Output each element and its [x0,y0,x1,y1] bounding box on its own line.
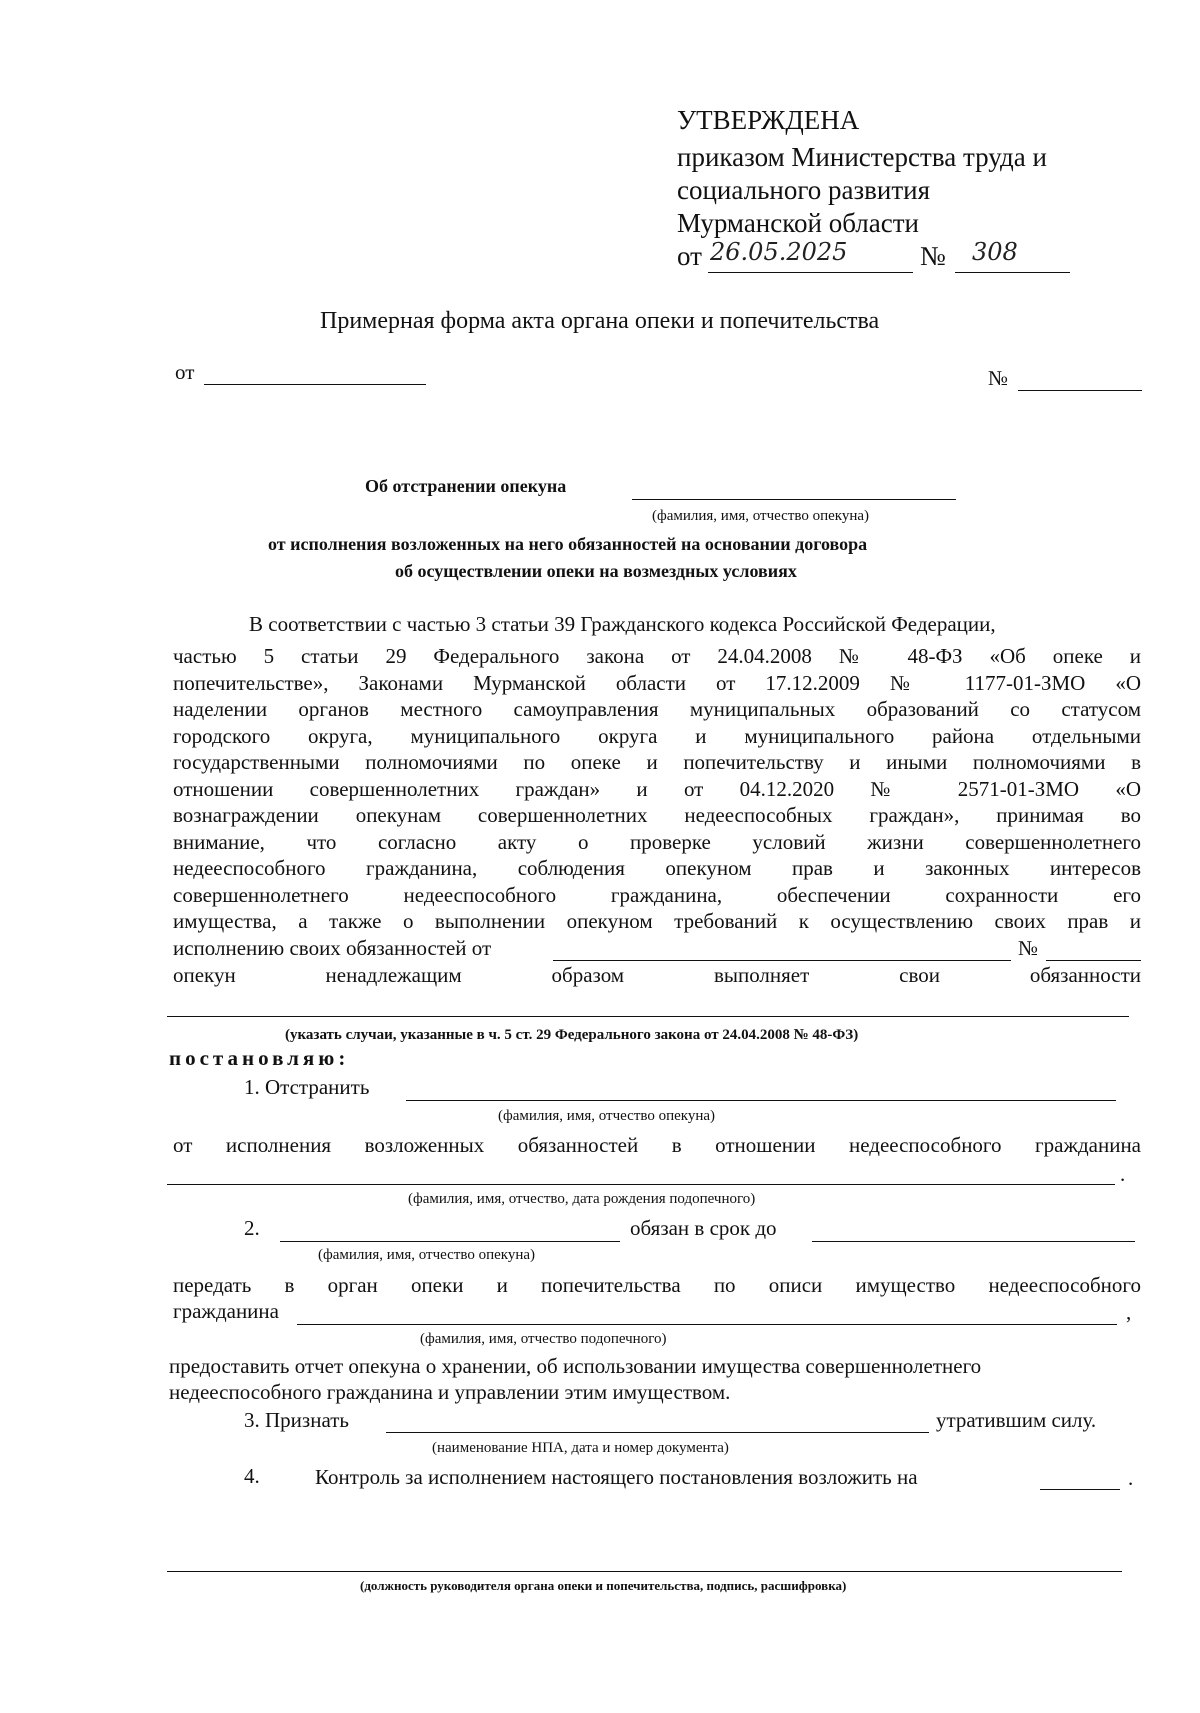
item-4-text: Контроль за исполнением настоящего постановления возложить на [315,1465,918,1489]
item-3-caption: (наименование НПА, дата и номер документа) [432,1440,729,1456]
approval-date-prefix: от [677,241,702,271]
approval-number-prefix: № [920,241,946,271]
item-2-caption-2: (фамилия, имя, отчество подопечного) [420,1331,667,1347]
preamble-line-10: недееспособного гражданина, соблюдения опекуном прав и законных интересов [173,856,1141,880]
resolve-word: постановляю: [169,1046,350,1070]
item-2-text-4: недееспособного гражданина и управлении этим имуществом. [169,1380,731,1404]
cases-line [167,1016,1129,1017]
act-date-line [204,384,426,385]
subject-line-1: Об отстранении опекуна [365,476,567,496]
preamble-line-3: попечительстве», Законами Мурманской области от 17.12.2009 № 1177-01-ЗМО «О [173,671,1141,695]
item-2-deadline-line [812,1241,1135,1242]
item-2-text-2: гражданина [173,1299,279,1323]
preamble-line-4: наделении органов местного самоуправления муниципальных образований со статусом [173,697,1141,721]
item-3-label: 3. Признать [244,1408,349,1432]
item-2-number: 2. [244,1216,260,1240]
item-2-deadline-text: обязан в срок до [630,1216,777,1240]
act-number-line [1018,390,1142,391]
preamble-line-2: частью 5 статьи 29 Федерального закона от 24.04.2008 № 48-ФЗ «Об опеке и [173,644,1141,668]
item-1-period: . [1120,1162,1126,1186]
preamble-line-11: совершеннолетнего недееспособного гражданина, обеспечении сохранности его [173,883,1141,907]
preamble-line-1: В соответствии с частью 3 статьи 39 Гражданского кодекса Российской Федерации, [249,612,996,636]
preamble-line-9: внимание, что согласно акту о проверке условий жизни совершеннолетнего [173,830,1141,854]
preamble-line-7: отношении совершеннолетних граждан» и от 04.12.2020 № 2571-01-ЗМО «О [173,777,1141,801]
item-1-guardian-line [406,1100,1116,1101]
approval-date-line [708,272,913,273]
subject-caption-1: (фамилия, имя, отчество опекуна) [652,508,870,524]
approval-date-handwritten: 26.05.2025 [710,238,848,266]
act-number-label: № [988,366,1009,390]
preamble-line-12: имущества, а также о выполнении опекуном требований к осуществлению своих прав и [173,909,1141,933]
item-1-label: 1. Отстранить [244,1075,370,1099]
approval-line-2: социального развития [677,175,931,205]
item-1-caption-2: (фамилия, имя, отчество, дата рождения подопечного) [408,1191,756,1207]
preamble-line-5: городского округа, муниципального округа и муниципального района отдельными [173,724,1141,748]
item-2-text-1: передать в орган опеки и попечительства по описи имущество недееспособного [173,1273,1141,1297]
item-2-text-3: предоставить отчет опекуна о хранении, об использовании имущества совершеннолетнего [169,1354,982,1378]
preamble-line-8: вознаграждении опекунам совершеннолетних недееспособных граждан», принимая во [173,803,1141,827]
item-4-number: 4. [244,1464,260,1488]
approval-number-line [955,272,1070,273]
item-3-end: утратившим силу. [936,1408,1097,1432]
inspection-date-line [553,960,1011,961]
item-1-caption: (фамилия, имя, отчество опекуна) [498,1108,716,1124]
approval-title: УТВЕРЖДЕНА [677,105,860,135]
item-2-comma: , [1126,1300,1132,1324]
approval-line-3: Мурманской области [677,208,919,238]
act-from-label: от [175,360,195,384]
form-title: Примерная форма акта органа опеки и попечительства [320,308,880,334]
preamble-line-6: государственными полномочиями по опеке и попечительству и иными полномочиями в [173,750,1141,774]
approval-number-handwritten: 308 [972,238,1018,266]
item-4-period: . [1128,1466,1134,1490]
item-3-act-line [386,1432,929,1433]
item-1-text: от исполнения возложенных обязанностей в отношении недееспособного гражданина [173,1133,1141,1157]
inspection-number-label: № [1018,936,1039,960]
item-1-ward-line [167,1184,1115,1185]
item-2-ward-line [297,1324,1117,1325]
subject-line-2: от исполнения возложенных на него обязанностей на основании договора [268,534,868,554]
preamble-line-13: исполнению своих обязанностей от [173,936,492,960]
signature-line [167,1571,1122,1572]
subject-line-3: об осуществлении опеки на возмездных условиях [395,561,797,581]
duty-line: опекун ненадлежащим образом выполняет свои обязанности [173,963,1141,987]
signature-caption: (должность руководителя органа опеки и попечительства, подпись, расшифровка) [360,1578,847,1593]
approval-line-1: приказом Министерства труда и [677,142,1047,172]
item-2-guardian-line [280,1241,620,1242]
item-2-caption: (фамилия, имя, отчество опекуна) [318,1247,536,1263]
guardian-name-line [632,499,956,500]
inspection-number-line [1046,960,1141,961]
item-4-responsible-line [1040,1489,1120,1490]
cases-caption: (указать случаи, указанные в ч. 5 ст. 29 Федерального закона от 24.04.2008 № 48-ФЗ) [285,1027,859,1043]
